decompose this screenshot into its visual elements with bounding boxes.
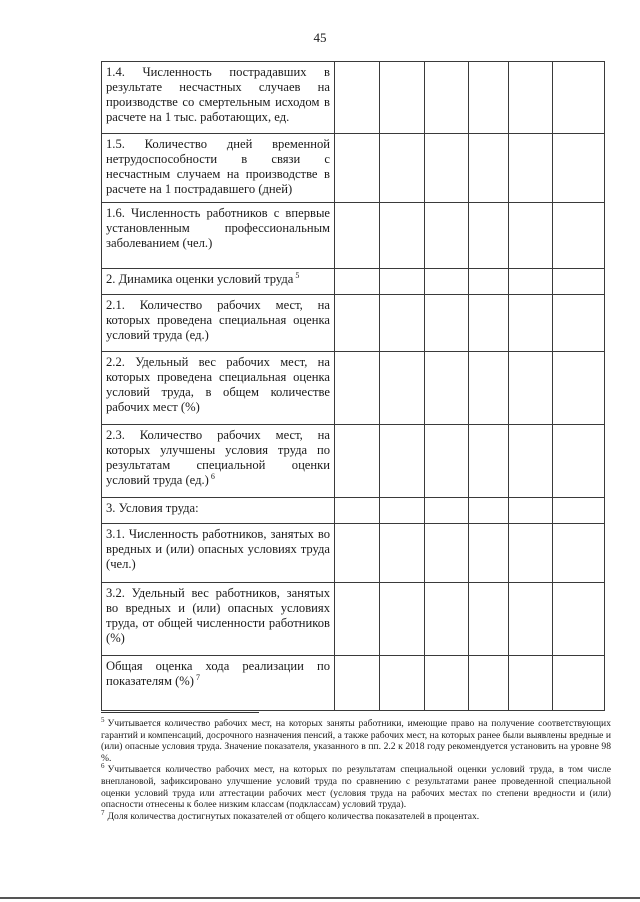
- indicator-table: [101, 61, 605, 711]
- table-row: [102, 498, 605, 524]
- empty-value-cell: [425, 62, 469, 134]
- empty-value-cell: [380, 352, 425, 425]
- empty-value-cell: [553, 583, 605, 656]
- empty-value-cell: [509, 352, 553, 425]
- empty-value-cell: [509, 656, 553, 711]
- empty-value-cell: [509, 203, 553, 269]
- empty-value-cell: [425, 583, 469, 656]
- footnotes: [101, 715, 611, 822]
- empty-value-cell: [425, 295, 469, 352]
- empty-value-cell: [425, 425, 469, 498]
- empty-value-cell: [425, 656, 469, 711]
- empty-value-cell: [335, 524, 380, 583]
- empty-value-cell: [425, 203, 469, 269]
- empty-value-cell: [335, 62, 380, 134]
- empty-value-cell: [335, 425, 380, 498]
- table-row: [102, 134, 605, 203]
- empty-value-cell: [425, 134, 469, 203]
- indicator-label: 2.1. Количество рабочих мест, на которых проведена специальная оценка условий труда (ед.): [102, 295, 335, 352]
- footnote-separator: [101, 712, 259, 713]
- table-row: [102, 425, 605, 498]
- empty-value-cell: [509, 425, 553, 498]
- indicator-label: 1.5. Количество дней временной нетрудоспособности в связи с несчастным случаем на производстве в расчете на 1 пострадавшего (дней): [102, 134, 335, 203]
- empty-value-cell: [425, 524, 469, 583]
- footnote-text: Учитывается количество рабочих мест, на которых по результатам специальной оценки условий труда, в том числе внеплановой, зафиксировано улучшение условий труда по сравнению с результатами ранее проведенной специальной оценки условий труда или аттестации рабочих мест (условия труда на рабочих местах по степени вредности и (или) опасности отнесены к более низким классам (подклассам) условий труда).: [101, 764, 611, 811]
- table-row: [102, 203, 605, 269]
- empty-value-cell: [425, 352, 469, 425]
- empty-value-cell: [335, 583, 380, 656]
- empty-value-cell: [380, 656, 425, 711]
- footnote-number: 7: [101, 808, 105, 817]
- empty-value-cell: [469, 524, 509, 583]
- empty-value-cell: [469, 352, 509, 425]
- empty-value-cell: [469, 62, 509, 134]
- empty-value-cell: [509, 134, 553, 203]
- empty-value-cell: [380, 134, 425, 203]
- empty-value-cell: [380, 203, 425, 269]
- indicator-label: 3. Условия труда:: [102, 498, 335, 524]
- footnote-item: [101, 715, 611, 764]
- footnote-ref: 6: [210, 471, 215, 481]
- empty-value-cell: [509, 524, 553, 583]
- empty-value-cell: [380, 269, 425, 295]
- table-row: [102, 269, 605, 295]
- empty-value-cell: [509, 269, 553, 295]
- indicator-label: 2.2. Удельный вес рабочих мест, на которых проведена специальная оценка условий труда, в общем количестве рабочих мест (%): [102, 352, 335, 425]
- indicator-label: Общая оценка хода реализации по показателям (%) $^7$: [102, 656, 335, 711]
- empty-value-cell: [553, 203, 605, 269]
- empty-value-cell: [553, 269, 605, 295]
- empty-value-cell: [553, 62, 605, 134]
- empty-value-cell: [509, 295, 553, 352]
- footnote-ref: 5: [295, 270, 300, 280]
- empty-value-cell: [380, 583, 425, 656]
- footnote-item: [101, 808, 611, 823]
- empty-value-cell: [469, 295, 509, 352]
- empty-value-cell: [509, 62, 553, 134]
- empty-value-cell: [380, 524, 425, 583]
- empty-value-cell: [425, 498, 469, 524]
- empty-value-cell: [469, 203, 509, 269]
- page-number: 45: [313, 30, 327, 45]
- empty-value-cell: [335, 498, 380, 524]
- empty-value-cell: [335, 203, 380, 269]
- empty-value-cell: [553, 498, 605, 524]
- empty-value-cell: [380, 295, 425, 352]
- empty-value-cell: [335, 656, 380, 711]
- table-row: [102, 583, 605, 656]
- footnote-number: 6: [101, 762, 105, 771]
- scan-edge-line: [0, 897, 640, 899]
- empty-value-cell: [335, 352, 380, 425]
- footnote-text: Доля количества достигнутых показателей от общего количества показателей в процентах.: [107, 810, 480, 822]
- empty-value-cell: [509, 498, 553, 524]
- empty-value-cell: [469, 134, 509, 203]
- table-row: [102, 524, 605, 583]
- empty-value-cell: [380, 498, 425, 524]
- empty-value-cell: [469, 425, 509, 498]
- table-row: [102, 295, 605, 352]
- indicator-label: 1.6. Численность работников с впервые установленным профессиональным заболеванием (чел.): [102, 203, 335, 269]
- empty-value-cell: [553, 524, 605, 583]
- footnote-number: 5: [101, 715, 105, 724]
- table-row: [102, 656, 605, 711]
- empty-value-cell: [335, 295, 380, 352]
- empty-value-cell: [469, 656, 509, 711]
- empty-value-cell: [553, 352, 605, 425]
- indicator-label: 2. Динамика оценки условий труда $^5$: [102, 269, 335, 295]
- empty-value-cell: [469, 498, 509, 524]
- empty-value-cell: [469, 583, 509, 656]
- footnote-item: [101, 764, 611, 810]
- empty-value-cell: [380, 62, 425, 134]
- indicator-label: 3.1. Численность работников, занятых во вредных и (или) опасных условиях труда (чел.): [102, 524, 335, 583]
- empty-value-cell: [509, 583, 553, 656]
- indicator-label: 2.3. Количество рабочих мест, на которых улучшены условия труда по результатам специальной оценки условий труда (ед.) $^6$: [102, 425, 335, 498]
- footnote-ref: 7: [195, 672, 200, 682]
- empty-value-cell: [553, 295, 605, 352]
- empty-value-cell: [553, 656, 605, 711]
- indicator-label: 1.4. Численность пострадавших в результате несчастных случаев на производстве со смертельным исходом в расчете на 1 тыс. работающих, ед.: [102, 62, 335, 134]
- empty-value-cell: [335, 269, 380, 295]
- empty-value-cell: [553, 425, 605, 498]
- empty-value-cell: [469, 269, 509, 295]
- empty-value-cell: [335, 134, 380, 203]
- table-row: [102, 352, 605, 425]
- footnote-text: Учитывается количество рабочих мест, на которых заняты работники, имеющие право на получение соответствующих гарантий и компенсаций, досрочного назначения пенсий, а также рабочих мест, на которых ранее были выявлены вредные и (или) опасные условия труда. Значение показателя, указанного в пп. 2.2 к 2018 году рекомендуется установить на уровне 98 %.: [101, 718, 611, 764]
- empty-value-cell: [553, 134, 605, 203]
- empty-value-cell: [425, 269, 469, 295]
- table-row: [102, 62, 605, 134]
- indicator-label: 3.2. Удельный вес работников, занятых во вредных и (или) опасных условиях труда, от общей численности работников (%): [102, 583, 335, 656]
- empty-value-cell: [380, 425, 425, 498]
